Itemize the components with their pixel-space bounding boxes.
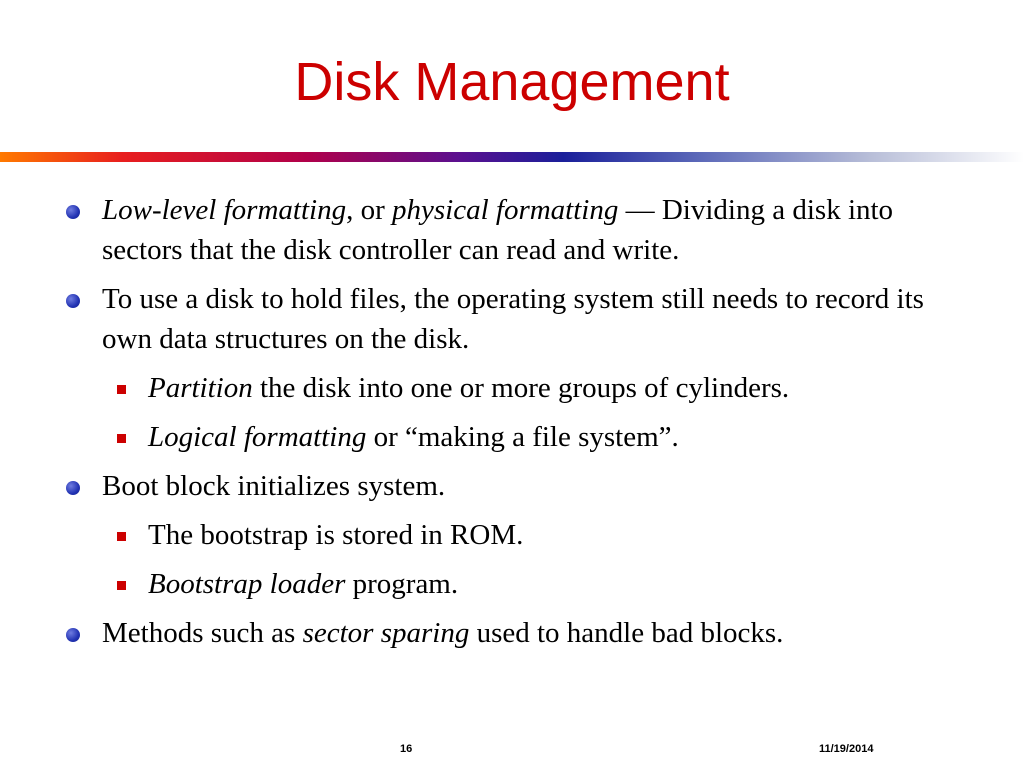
page-number: 16: [400, 743, 413, 755]
term-logical-formatting: Logical formatting: [148, 421, 367, 453]
sub-bullet-item: The bootstrap is stored in ROM.: [64, 515, 964, 555]
bullet-item: Low-level formatting, or physical formatting — Dividing a disk into sectors that the disk controller can read and write.: [64, 190, 964, 270]
title-divider: [0, 152, 1024, 162]
bullet-item: Methods such as sector sparing used to handle bad blocks.: [64, 613, 964, 653]
bullet-dot-icon: [66, 294, 80, 308]
bullet-dot-icon: [66, 481, 80, 495]
term-physical-formatting: physical formatting: [392, 194, 619, 226]
term-sector-sparing: sector sparing: [302, 617, 470, 649]
term-low-level-formatting: Low-level formatting: [102, 194, 347, 226]
bullet-item: Boot block initializes system.: [64, 466, 964, 506]
bullet-square-icon: [117, 385, 126, 394]
bullet-item: To use a disk to hold files, the operating system still needs to record its own data structures on the disk.: [64, 279, 964, 359]
bullet-square-icon: [117, 581, 126, 590]
bullet-square-icon: [117, 532, 126, 541]
bullet-square-icon: [117, 434, 126, 443]
bullet-dot-icon: [66, 205, 80, 219]
slide-date: 11/19/2014: [819, 743, 874, 755]
sub-bullet-item: Logical formatting or “making a file system”.: [64, 417, 964, 457]
bullet-dot-icon: [66, 628, 80, 642]
term-bootstrap-loader: Bootstrap loader: [148, 568, 346, 600]
slide-title: Disk Management: [294, 52, 730, 112]
sub-bullet-item: Partition the disk into one or more groups of cylinders.: [64, 368, 964, 408]
sub-bullet-item: Bootstrap loader program.: [64, 564, 964, 604]
term-partition: Partition: [148, 372, 253, 404]
slide-body: [64, 190, 964, 662]
